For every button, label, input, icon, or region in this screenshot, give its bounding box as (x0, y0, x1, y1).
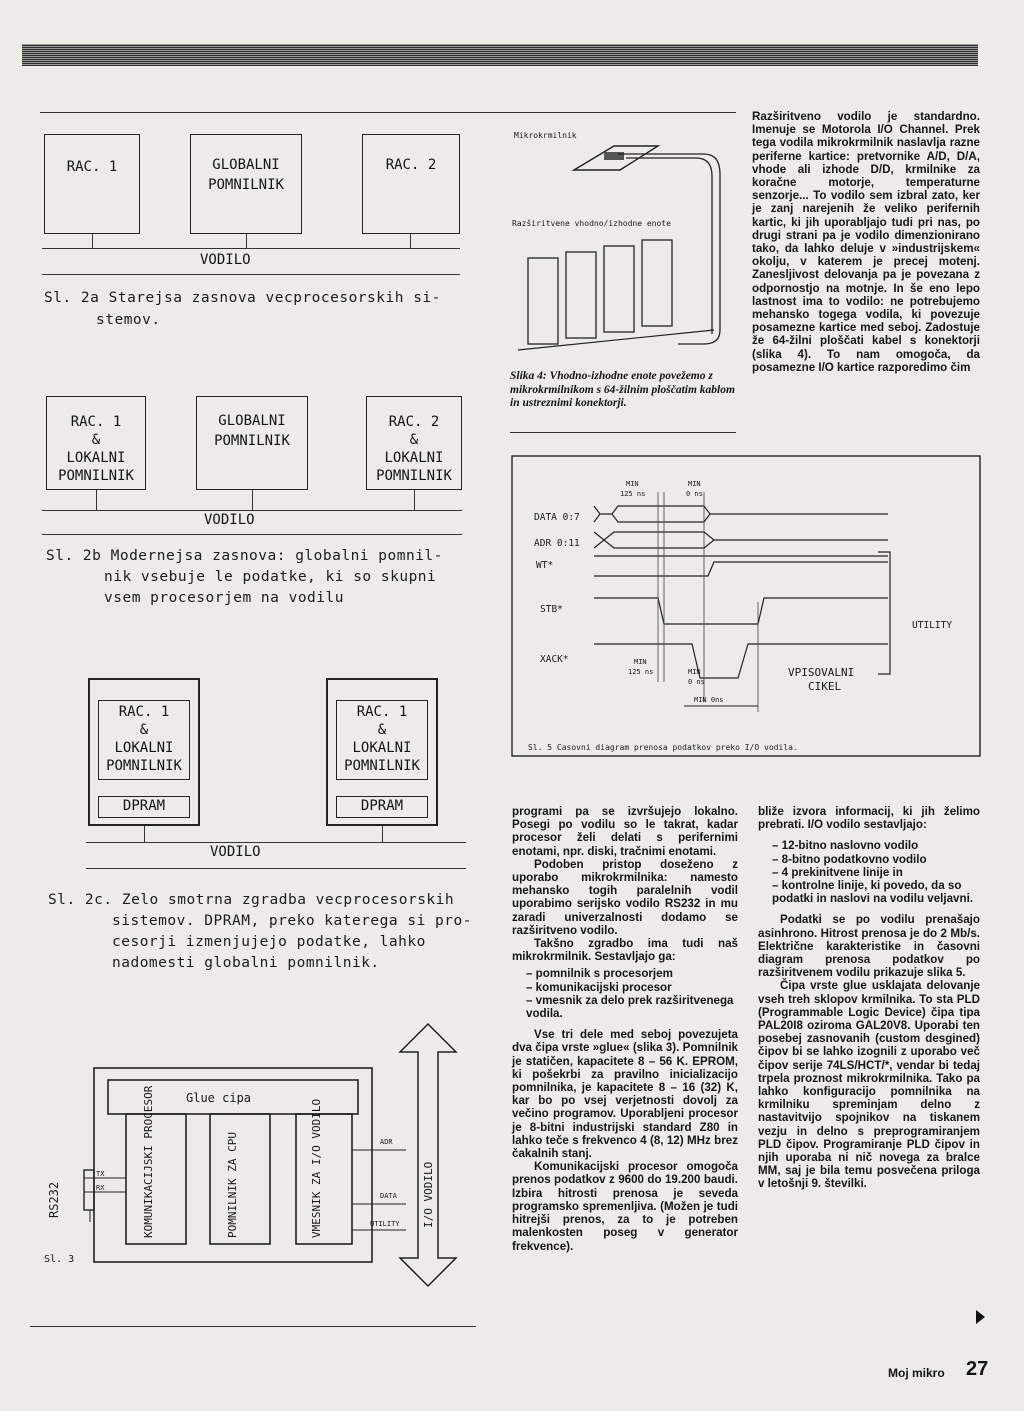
fig2c-dpram-2 (336, 796, 428, 818)
fig2b-link (96, 490, 97, 510)
fig5-adr-label: ADR 0:11 (534, 538, 580, 549)
fig2b-rac2-box (366, 396, 462, 490)
col-mid-list-item: – vmesnik za delo prek razširitvenega vodila. (526, 993, 734, 1021)
fig2c-dpram-1 (98, 796, 190, 818)
fig2a-bus-label: VODILO (200, 252, 251, 268)
fig5-write-cycle-label-2: CIKEL (808, 680, 842, 693)
fig5-t125-2: 125 ns (628, 668, 654, 676)
fig3-io-bus-label: I/O VODILO (422, 1161, 435, 1228)
fig5-stb-label: STB* (540, 604, 563, 615)
fig2c-rac2-label: RAC. 1 (356, 704, 408, 720)
fig2a-bus-line (42, 248, 460, 249)
fig2c-caption-line1: Sl. 2c. Zelo smotrna zgradba vecprocesorskih (48, 892, 455, 908)
fig2b-rac1-label: RAC. 1 (70, 414, 122, 430)
col-mid-list-item: – pomnilnik s procesorjem (526, 967, 673, 981)
col-mid-p2: Podoben pristop doseženo z uporabo mikrokrmilnika: namesto mehansko togih paralelnih vodil uporabimo serijsko vodilo RS232 in mu zaradi univerzalnosti dodamo se razširitveno vodilo. (512, 857, 738, 937)
fig2b-amp-2: & (409, 432, 419, 448)
fig2b-pom: POMNILNIK (58, 468, 134, 484)
column-right-top (752, 110, 980, 374)
col-right-p1: bliže izvora informacij, ki jih želimo prebrati. I/O vodilo sestavljajo: (758, 805, 980, 832)
fig3-tx-label: TX (96, 1170, 105, 1178)
fig5-t0-2: 0 ns (688, 678, 705, 686)
fig2c-lok: LOKALNI (114, 740, 174, 756)
fig5-min-2: MIN (688, 480, 701, 488)
fig5-utility-bracket (878, 552, 890, 674)
fig3-adr-label: ADR (380, 1138, 393, 1146)
fig4-connector-chip (604, 152, 624, 160)
fig4-ribbon-cable (618, 154, 720, 344)
fig2a-global-label-2: POMNILNIK (208, 177, 284, 193)
fig5-t125-1: 125 ns (620, 490, 646, 498)
fig2c-caption-line3: cesorji izmenjujejo podatke, lahko (112, 934, 426, 950)
fig3-glue-label: Glue cipa (186, 1091, 252, 1105)
fig2c-node2-inner (336, 700, 428, 780)
left-bottom-rule (30, 1326, 476, 1327)
fig3-io-bus-arrow (400, 1024, 456, 1286)
fig4-mid-label: Razširitvene vhodno/izhodne enote (512, 219, 671, 228)
fig2a-rac2-label: RAC. 2 (385, 157, 437, 173)
fig2c-bus-label: VODILO (210, 844, 261, 860)
fig5-data-label: DATA 0:7 (534, 512, 580, 523)
col-right-list-item: – kontrolne linije, ki povedo, da so podatki in naslovi na vodilu veljavni. (772, 879, 974, 906)
fig5-t0-1: 0 ns (686, 490, 703, 498)
fig3-connector (84, 1170, 94, 1210)
figure-3-block-diagram (30, 1020, 480, 1290)
fig5-stb-waveform (594, 598, 888, 624)
fig3-cpu-memory-label: POMNILNIK ZA CPU (226, 1132, 239, 1238)
fig3-cpu-memory-box (210, 1114, 270, 1244)
fig2c-node1-inner (98, 700, 190, 780)
fig2a-caption-line1: Sl. 2a Starejsa zasnova vecprocesorskih si- (44, 290, 441, 306)
col-right-list-item: – 12-bitno naslovno vodilo (772, 839, 919, 853)
col-mid-list (512, 967, 738, 1020)
fig2a-global-label-1: GLOBALNI (212, 157, 280, 173)
fig5-wt-label: WT* (536, 560, 554, 571)
fig3-io-interface-label: VMESNIK ZA I/O VODILO (310, 1098, 323, 1238)
column-middle (512, 805, 738, 1253)
fig2c-dpram-label-1: DPRAM (122, 798, 166, 814)
fig2c-caption-line2: sistemov. DPRAM, preko katerega si pro- (112, 913, 472, 929)
col-right-p3: Čipa vrste glue usklajata delovanje vseh treh sklopov krmilnika. To sta PLD (Programmable Logic Device) čipa tipa PAL20I8 oziroma GAL20V8. Uporabi ten posebej zasnovanih (custom desgined) čipov bi se lahko izognili z uporabo več čipov serije 74LS/HCT/*, vendar bi tedaj trpela proznost mikrokrmilnika. Tako pa lahko konfiguracijo pomnilnika na krmilniku spreminjam delno z nastavitvijo spojnikov na tiskanem vezju in delno s preprogramiranjem PLD čipov. Programiranje PLD čipov in njih uporaba ni nič novega za bralce MM, saj je bila temu posvečena priloga v letošnji 9. številki. (758, 979, 980, 1191)
fig4-io-card-3 (604, 246, 634, 332)
fig2c-link (382, 826, 383, 842)
fig2c-bus-line-2 (86, 868, 466, 869)
fig2c-lok-2: LOKALNI (352, 740, 412, 756)
fig4-caption-rule (510, 432, 736, 433)
fig4-io-card-1 (528, 258, 558, 344)
col-right-list-item: – 4 prekinitvene linije in (772, 865, 903, 879)
fig2b-link (252, 490, 253, 510)
fig2b-global-label-1: GLOBALNI (218, 413, 286, 429)
top-rule (40, 112, 736, 113)
col-mid-p4: Vse tri dele med seboj povezujeta dva čipa vrste »glue« (slika 3). Pomnilnik je statičen, kapacitete 8 – 56 K. EPROM, ki pošekrbi za pravilno inicializacijo pomnilnika, je kapacitete 8 – 16 (32) K, kar bo po vsej verjetnosti dovolj za večino programov. Uporabljeni procesor je 8-bitni industrijski standard Z80 in lahko teče s frekvenco 4 (8, 12) MHz brez čakalnih stanj. (512, 1028, 738, 1161)
fig2c-amp-2: & (377, 722, 387, 738)
footer-page-number: 27 (966, 1358, 989, 1380)
fig2b-caption-line1: Sl. 2b Modernejsa zasnova: globalni pomnil- (46, 548, 443, 564)
fig2b-rac2-label: RAC. 2 (388, 414, 440, 430)
fig2c-caption-line4: nadomesti globalni pomnilnik. (112, 955, 380, 971)
continue-arrow-icon (976, 1310, 985, 1324)
fig2c-rac1-label: RAC. 1 (118, 704, 170, 720)
col-mid-p1: programi pa se izvršujejo lokalno. Posegi po vodilu so le takrat, kadar procesor želi delati s perifernimi enotami, npr. diski, tračnimi enotami. (512, 805, 738, 858)
fig3-rs232-label: RS232 (47, 1181, 61, 1218)
fig3-rx-label: RX (96, 1184, 105, 1192)
header-stripe (22, 44, 978, 66)
fig2c-amp: & (139, 722, 149, 738)
fig2c-pom-2: POMNILNIK (344, 758, 420, 774)
fig2b-rac1-box (46, 396, 146, 490)
figure-5-timing-diagram (508, 452, 984, 760)
col-mid-p5: Komunikacijski procesor omogoča prenos podatkov z 9600 do 19.200 baudi. Izbira hitrosti prenosa je seveda programsko spremenljiva. (Možen je tudi hitrejši prenos, za to je potreben malenkosten poseg v generator frekvence). (512, 1160, 738, 1253)
fig3-io-interface-box (296, 1114, 352, 1244)
fig2b-bus-label: VODILO (204, 512, 255, 528)
fig4-caption: Slika 4: Vhodno-izhodne enote povežemo z mikrokrmilnikom s 64-žilnim ploščatim kablom in ustreznimi konektorji. (510, 370, 735, 410)
fig3-figure-label: Sl. 3 (44, 1254, 75, 1265)
fig3-comm-proc-box (126, 1114, 186, 1244)
column-right-top-text: Razširitveno vodilo je standardno. Imenuje se Motorola I/O Channel. Prek tega vodila mikrokrmilnik naslavlja razne periferne kartice: pretvornike A/D, D/A, vhode ali izhode D/D, krmilnike za koračne motorje, temperaturne senzorje... To vodilo sem izbral zato, ker je zanj narejenih že veliko perifernih kartic, ki jih uporabljajo tudi pri nas, po drugi strani pa je vodilo dimenzionirano tako, da lahko deluje v »industrijskem« okolju, v katerem je precej motenj. Zanesljivost delovanja pa je povezana z odpornostjo na motnje. In še eno lepo lastnost ima to vodilo: ne potrebujemo mehansko togega vodila, ki povezuje posamezne kartice med seboj. Zadostuje že 64-žilni ploščati kabel s konektorji (slika 4). To nam omogoča, da posamezne I/O kartice razporedimo čim (752, 110, 980, 374)
fig2a-link (410, 234, 411, 248)
fig5-frame (512, 456, 980, 756)
fig2a-global-memory-box (190, 134, 302, 234)
fig4-base-line (518, 330, 714, 350)
fig4-io-card-4 (642, 240, 672, 326)
fig2a-bus-line-2 (42, 274, 460, 275)
fig2b-amp: & (91, 432, 101, 448)
fig5-min-4: MIN (688, 668, 701, 676)
fig5-write-cycle-label-1: VPISOVALNI (788, 666, 855, 679)
fig2c-bus-line (86, 842, 466, 843)
fig2c-pom: POMNILNIK (106, 758, 182, 774)
fig2b-pom-2: POMNILNIK (376, 468, 452, 484)
fig5-utility-label: UTILITY (912, 620, 953, 631)
col-mid-p3: Takšno zgradbo ima tudi naš mikrokrmilnik. Sestavljajo ga: (512, 937, 738, 964)
fig2b-bus-line-2 (42, 534, 462, 535)
fig2a-link (246, 234, 247, 248)
fig2c-dpram-label-2: DPRAM (360, 798, 404, 814)
fig5-data-waveform (594, 506, 888, 522)
column-right (758, 805, 980, 1191)
footer-magazine-name: Moj mikro (888, 1366, 945, 1380)
fig4-ribbon-cable-inner (626, 158, 712, 334)
fig2a-link (92, 234, 93, 248)
fig5-min-1: MIN (626, 480, 639, 488)
fig4-io-card-2 (566, 252, 596, 338)
fig2a-rac1-box (44, 134, 140, 234)
fig2b-lok-2: LOKALNI (384, 450, 444, 466)
col-right-list-item: – 8-bitno podatkovno vodilo (772, 852, 927, 866)
fig2b-caption-line3: vsem procesorjem na vodilu (104, 590, 344, 606)
fig3-comm-proc-label: KOMUNIKACIJSKI PROCESOR (142, 1085, 155, 1238)
fig5-adr-waveform (594, 532, 888, 548)
fig2a-caption-line2: stemov. (96, 312, 161, 328)
fig2c-link (144, 826, 145, 842)
fig5-xack-label: XACK* (540, 654, 569, 665)
col-mid-list-item: – komunikacijski procesor (526, 980, 672, 994)
col-right-p2: Podatki se po vodilu prenašajo asinhrono. Hitrost prenosa je do 2 Mb/s. Električne karakteristike in časovni diagram prenosa podatkov po razširitvenem vodilu prikazuje slika 5. (758, 913, 980, 980)
fig2b-link (414, 490, 415, 510)
fig5-wt-waveform (594, 556, 888, 576)
fig5-min-3: MIN (634, 658, 647, 666)
fig2a-rac2-box (362, 134, 460, 234)
figure-4-illustration (508, 124, 738, 374)
fig5-caption: Sl. 5 Casovni diagram prenosa podatkov preko I/O vodila. (528, 743, 798, 752)
fig2b-lok: LOKALNI (66, 450, 126, 466)
fig2a-rac1-label: RAC. 1 (66, 159, 118, 175)
fig2b-global-label-2: POMNILNIK (214, 433, 290, 449)
fig3-data-label: DATA (380, 1192, 397, 1200)
fig3-utility-label: UTILITY (370, 1220, 400, 1228)
fig2b-caption-line2: nik vsebuje le podatke, ki so skupni (104, 569, 437, 585)
fig5-min0: MIN 0ns (694, 696, 724, 704)
fig2b-global-memory-box (196, 396, 308, 490)
fig4-top-label: Mikrokrmilnik (514, 131, 577, 140)
col-right-list (758, 839, 980, 905)
fig2b-bus-line (42, 510, 462, 511)
